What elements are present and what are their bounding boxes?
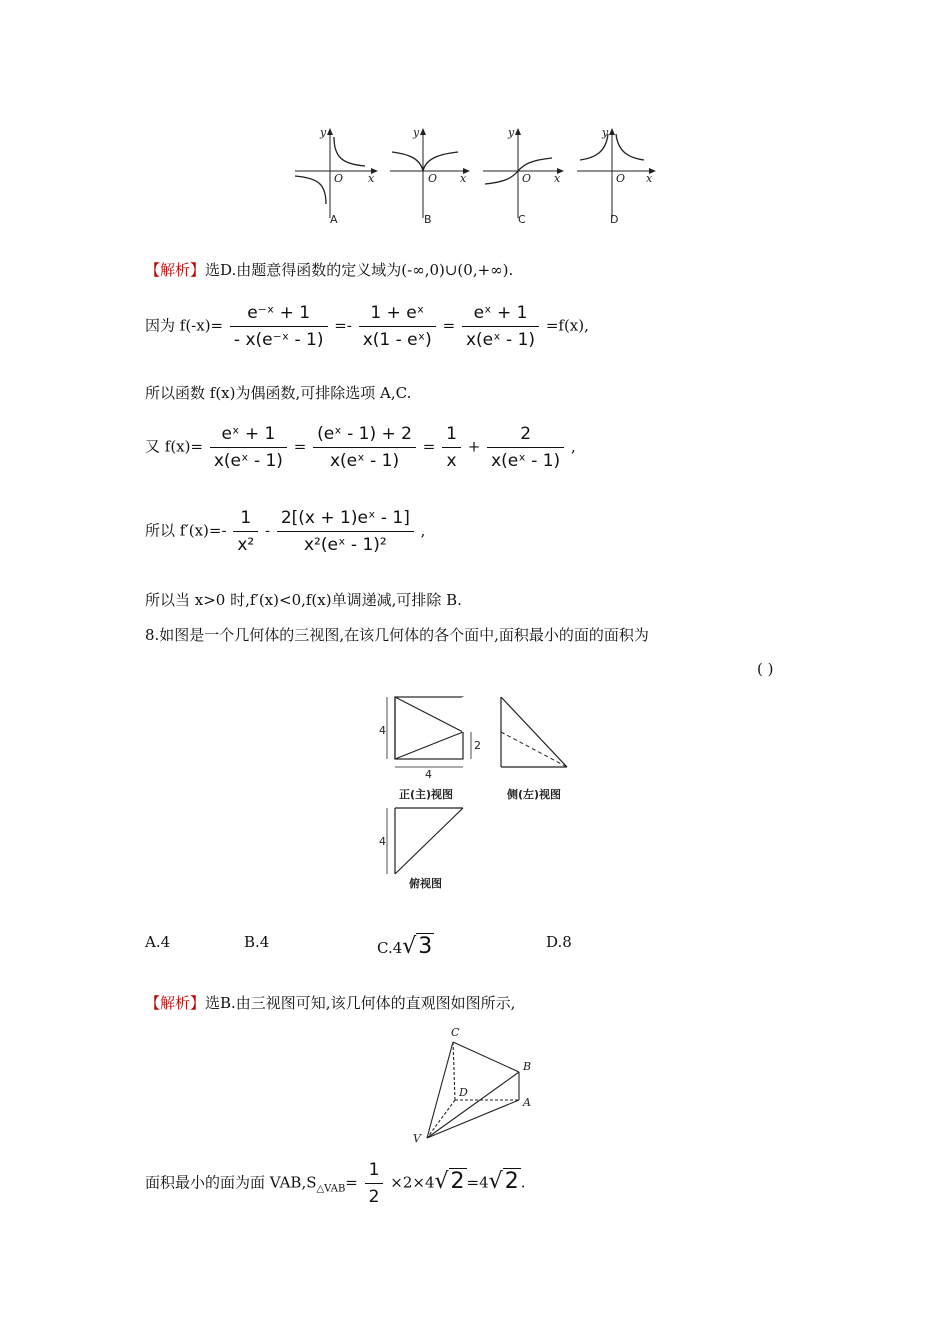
top-height-label: 4 <box>379 835 386 848</box>
vertex-c-label: C <box>451 1026 460 1039</box>
graph-d-x-label: x <box>646 172 653 185</box>
analysis-tag: 【解析】 <box>145 261 206 279</box>
side-view-caption: 侧(左)视图 <box>507 788 562 801</box>
front-view-caption: 正(主)视图 <box>399 788 454 801</box>
front-height-label: 4 <box>379 724 386 737</box>
fraction: $\frac{\text{2[(x + 1)eˣ - 1]}}{\text{x²(eˣ - 1)²}}$ <box>277 508 414 555</box>
graph-d-caption: D <box>610 213 619 226</box>
q7-line5: 所以 f′(x)=- $\frac{1}{\text{x²}}$ - $\frac{\text{2[(x + 1)eˣ - 1]}}{\text{x²(eˣ - 1)²}}$ , <box>145 508 426 555</box>
function-graphs <box>290 122 670 232</box>
front-width-label: 4 <box>425 768 432 781</box>
graph-d-origin: O <box>616 172 626 185</box>
graph-a-caption: A <box>330 213 338 226</box>
sqrt-symbol: √3 <box>402 934 433 959</box>
vertex-a-label: A <box>523 1096 531 1109</box>
vertex-d-label: D <box>459 1086 468 1099</box>
fraction: $\frac{\text{(eˣ - 1) + 2}}{\text{x(eˣ - 1)}}$ <box>313 424 416 471</box>
option-b[interactable]: B.4 <box>244 933 270 951</box>
three-view-drawing <box>375 692 585 892</box>
graph-d-y-label: y <box>602 126 609 139</box>
graph-b-curve-left <box>392 152 423 171</box>
graph-a-origin: O <box>334 172 344 185</box>
graph-c-origin: O <box>522 172 532 185</box>
q8-stem: 8.如图是一个几何体的三视图,在该几何体的各个面中,面积最小的面的面积为 <box>145 626 649 644</box>
q7-line3: 所以函数 f(x)为偶函数,可排除选项 A,C. <box>145 384 412 402</box>
graph-b-caption: B <box>424 213 432 226</box>
q7-line4: 又 f(x)= $\frac{\text{eˣ + 1}}{\text{x(eˣ - 1)}}$ = $\frac{\text{(eˣ - 1) + 2}}{\text{x(eˣ - 1)}}$ = $\frac{1}{x}$ + $\frac{2}{\text{x(eˣ - 1)}}$ , <box>145 424 576 471</box>
graph-d-curve-right <box>616 134 644 160</box>
fraction: $\frac{1}{\text{x²}}$ <box>233 508 258 555</box>
analysis-tag: 【解析】 <box>145 994 206 1012</box>
q8-final-line: 面积最小的面为面 $VAB,S_{\triangle VAB}=$ $\frac{1}{2}$ ×2×4√2 =4√2 . <box>145 1160 526 1207</box>
sqrt-symbol: √2 <box>434 1168 465 1194</box>
q8-analysis-line1: 【解析】选B.由三视图可知,该几何体的直观图如图所示, <box>145 994 516 1012</box>
graph-c-x-label: x <box>554 172 561 185</box>
graph-b-origin: O <box>428 172 438 185</box>
sqrt-symbol: √2 <box>488 1168 519 1194</box>
option-a[interactable]: A.4 <box>145 933 171 951</box>
answer-bracket: ( ) <box>757 660 774 678</box>
fraction: $\frac{\text{eˣ + 1}}{\text{x(eˣ - 1)}}$ <box>210 424 287 471</box>
vertex-b-label: B <box>523 1060 532 1073</box>
top-view-caption: 俯视图 <box>409 877 442 890</box>
fraction: $\frac{\text{1 + eˣ}}{\text{x(1 - eˣ)}}$ <box>359 303 436 350</box>
fraction: $\frac{\text{eˣ + 1}}{\text{x(eˣ - 1)}}$ <box>462 303 539 350</box>
graph-b-curve-right <box>423 152 458 171</box>
graph-a-curve-right <box>334 137 365 166</box>
q7-analysis-line1: 【解析】选D.由题意得函数的定义域为(-∞,0)∪(0,+∞). <box>145 261 514 279</box>
graph-b-y-label: y <box>413 126 420 139</box>
fraction: $\frac{1}{x}$ <box>442 424 461 471</box>
fraction: $\frac{\text{e⁻ˣ + 1}}{\text{- x(e⁻ˣ - 1)}}$ <box>230 303 328 350</box>
front-view-outline <box>395 697 463 759</box>
graph-c-y-label: y <box>508 126 515 139</box>
graph-a-x-label: x <box>368 172 375 185</box>
q7-line6: 所以当 x>0 时,f′(x)<0,f(x)单调递减,可排除 B. <box>145 591 462 609</box>
fraction: $\frac{2}{\text{x(eˣ - 1)}}$ <box>487 424 564 471</box>
front-right-height-label: 2 <box>474 739 481 752</box>
graph-a-curve-left <box>295 176 326 204</box>
graph-c-caption: C <box>518 213 526 226</box>
option-c[interactable]: C.4√3 <box>377 934 433 959</box>
option-d[interactable]: D.8 <box>546 933 572 951</box>
vertex-v-label: V <box>413 1132 421 1144</box>
q7-line2: 因为 f(-x)= $\frac{\text{e⁻ˣ + 1}}{\text{- x(e⁻ˣ - 1)}}$ =- $\frac{\text{1 + eˣ}}{\text{x(1 - eˣ)}}$ = $\frac{\text{eˣ + 1}}{\text{x(eˣ - 1)}}$ =f(x), <box>145 303 589 350</box>
fraction: $\frac{1}{2}$ <box>365 1160 384 1207</box>
solid-figure <box>405 1022 545 1144</box>
graph-a-y-label: y <box>320 126 327 139</box>
graph-b-x-label: x <box>460 172 467 185</box>
